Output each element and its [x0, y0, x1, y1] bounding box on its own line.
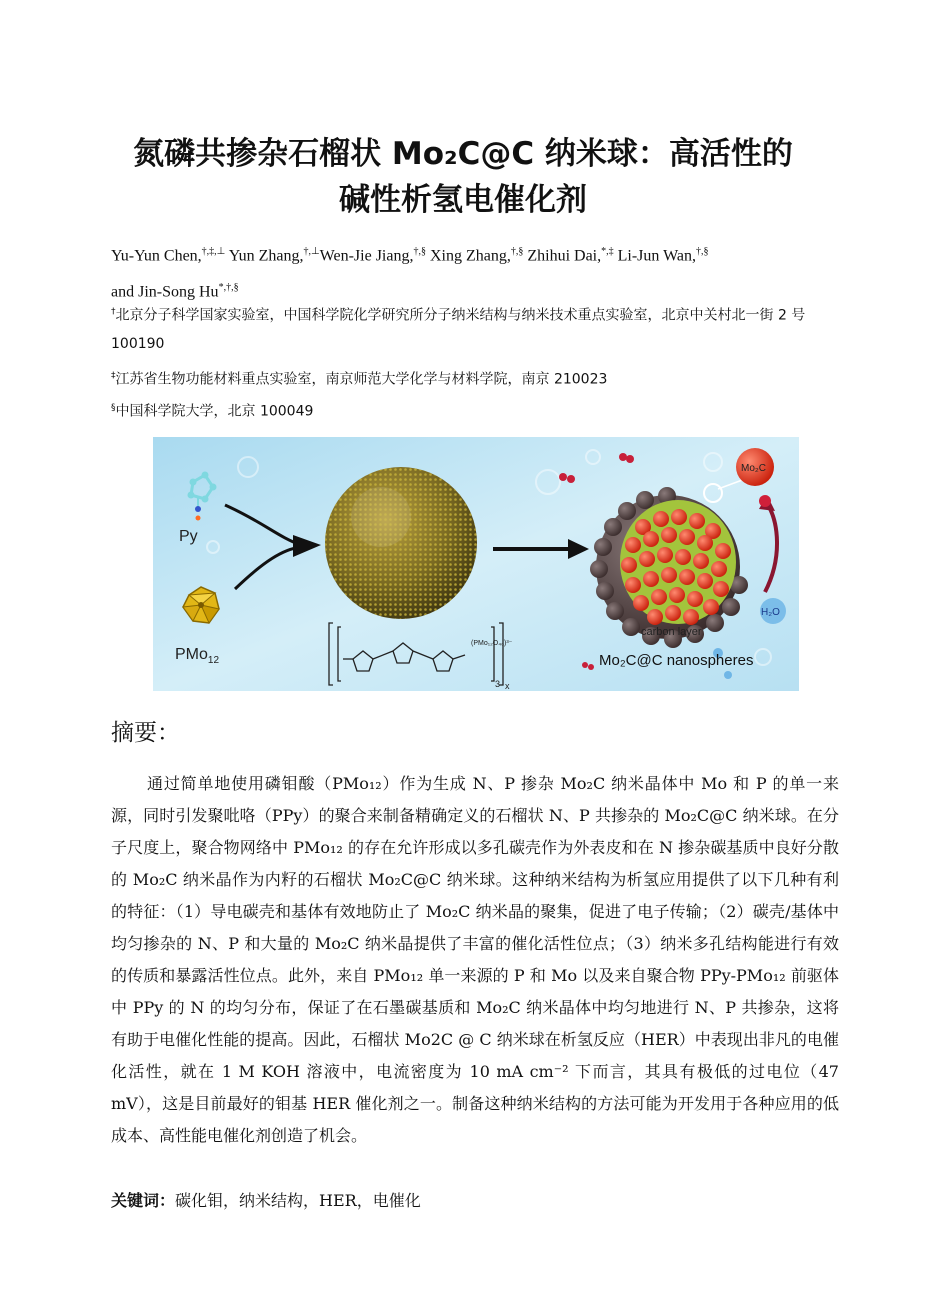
keywords-label: 关键词： — [111, 1191, 176, 1210]
affiliation-mark: § — [111, 403, 116, 413]
author-name: and Jin-Song Hu — [111, 283, 219, 301]
author-name: Li-Jun Wan, — [613, 247, 697, 265]
pmo12-label: PMo$_{12}$ — [175, 646, 220, 666]
author-name: Yun Zhang, — [228, 247, 304, 265]
h2-molecule-icon — [759, 495, 771, 507]
paper-title-line-1: 氮磷共掺杂石榴状 Mo₂C@C 纳米球：高活性的 — [133, 136, 793, 172]
polymer-anion-label: (PMo₁₂O₄₀)³⁻ — [471, 640, 513, 647]
affiliation-text: 北京分子科学国家实验室，中国科学院化学研究所分子纳米结构与纳米技术重点实验室，北京中关村北一街 2 号 100190 — [111, 307, 806, 352]
keywords-text: 碳化钼，纳米结构，HER，电催化 — [175, 1191, 421, 1210]
author-affiliation-marks: †,‡,⊥ — [201, 246, 226, 257]
author-affiliation-marks: *,†,§ — [218, 282, 239, 294]
author-name: Wen-Jie Jiang, — [319, 247, 414, 265]
abstract-body: 通过简单地使用磷钼酸（PMo₁₂）作为生成 N、P 掺杂 Mo₂C 纳米晶体中 Mo 和 P 的单一来源，同时引发聚吡咯（PPy）的聚合来制备精确定义的石榴状 N、P 共掺杂的 Mo₂C@C 纳米球。在分子尺度上，聚合物网络中 PMo₁₂ 的存在允许形成以多孔碳壳作为外表皮和在 N 掺杂碳基质中良好分散的 Mo₂C 纳米晶作为内籽的石榴状 Mo₂C@C 纳米球。这种纳米结构为析氢应用提供了以下几种有利的特征：（1）导电碳壳和基体有效地防止了 Mo₂C 纳米晶的聚集，促进了电子传输；（2）碳壳/基体中均匀掺杂的 N、P 和大量的 Mo₂C 纳米晶提供了丰富的催化活性位点；（3）纳米多孔结构能进行有效的传质和暴露活性位点。此外，来自 PMo₁₂ 单一来源的 P 和 Mo 以及来自聚合物 PPy-PMo₁₂ 前驱体中 PPy 的 N 的均匀分布，保证了在石墨碳基质和 Mo₂C 纳米晶体中均匀地进行 N、P 共掺杂，这将有助于电催化性能的提高。因此，石榴状 Mo2C @ C 纳米球在析氢反应（HER）中表现出非凡的电催化活性，就在 1 M KOH 溶液中，电流密度为 10 mA cm⁻² 下而言，其具有极低的过电位（47 mV），这是目前最好的钼基 HER 催化剂之一。制备这种纳米结构的方法可能为开发用于各种应用的低成本、高性能电催化剂创造了机会。 — [111, 774, 839, 1145]
affiliation-3 — [111, 394, 841, 426]
keywords-line — [111, 1185, 421, 1217]
author-name: Yu-Yun Chen, — [111, 247, 202, 265]
mo2c-label: Mo₂C — [741, 463, 766, 474]
affiliation-1 — [111, 298, 841, 358]
author-affiliation-marks: †,⊥ — [303, 246, 320, 257]
author-affiliation-marks: †,§ — [510, 246, 524, 257]
ppy-pmo12-precursor-sphere — [325, 467, 477, 619]
paper-title-line-2: 碱性析氢电催化剂 — [339, 182, 587, 218]
affiliation-mark: † — [111, 307, 116, 317]
polymer-subscript-3: 3 — [495, 679, 501, 689]
h2o-label: H₂O — [761, 607, 780, 618]
py-label: Py — [179, 528, 198, 545]
author-affiliation-marks: *,‡ — [601, 246, 614, 257]
polymer-subscript-x: x — [505, 681, 510, 691]
graphical-abstract-figure — [153, 437, 799, 691]
nanospheres-label: Mo₂C@C nanospheres — [599, 652, 754, 669]
affiliation-text: 中国科学院大学，北京 100049 — [115, 403, 314, 420]
abstract-heading: 摘要： — [111, 720, 180, 746]
affiliation-mark: ‡ — [111, 371, 116, 381]
affiliation-2 — [111, 362, 841, 394]
author-line-1 — [111, 236, 841, 272]
carbon-layer-label: carbon layer — [641, 626, 702, 638]
author-name: Xing Zhang, — [425, 247, 511, 265]
author-affiliation-marks: †,§ — [413, 246, 426, 257]
affiliation-text: 江苏省生物功能材料重点实验室，南京师范大学化学与材料学院，南京 210023 — [115, 371, 608, 388]
author-name: Zhihui Dai, — [523, 247, 602, 265]
author-affiliation-marks: †,§ — [696, 246, 709, 257]
